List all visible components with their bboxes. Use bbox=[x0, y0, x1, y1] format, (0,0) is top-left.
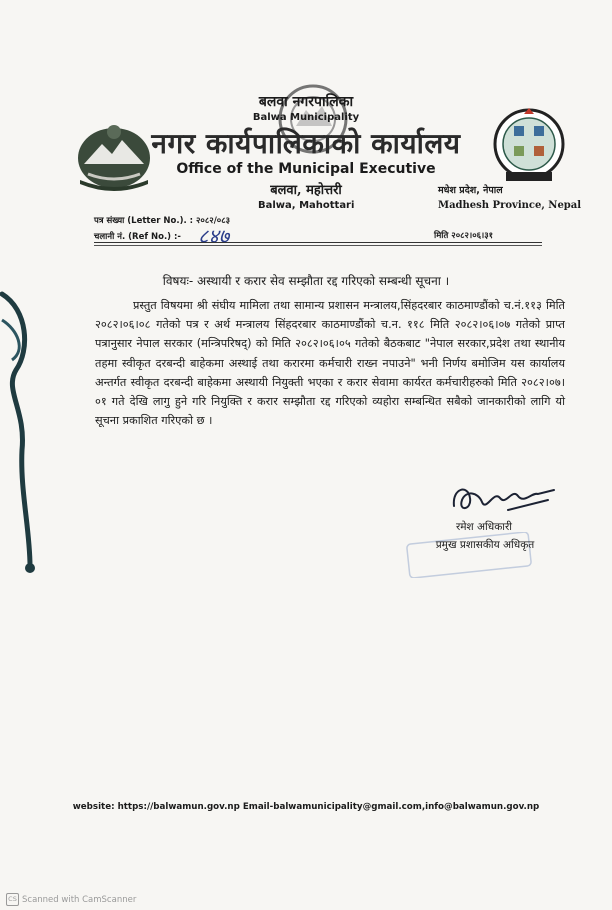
header-divider bbox=[94, 242, 542, 243]
reference-number-label: चलानी नं. (Ref No.) :- bbox=[94, 232, 181, 242]
municipality-name-nepali: बलवा नगरपालिका bbox=[258, 94, 354, 110]
place-nepali: बलवा, महोत्तरी bbox=[270, 183, 342, 198]
signatory-name: रमेश अधिकारी bbox=[455, 521, 513, 533]
camscanner-icon: CS bbox=[6, 893, 19, 906]
footer-contact: website: https://balwamun.gov.np Email-balwamunicipality@gmail.com,info@balwamun.gov.np bbox=[72, 802, 540, 812]
province-english: Madhesh Province, Nepal bbox=[438, 200, 582, 211]
reference-number-handwritten: ८४७ bbox=[198, 224, 230, 248]
letter-number: पत्र संख्या (Letter No.). : २०८२/०८३ bbox=[94, 216, 231, 226]
scanner-text: Scanned with CamScanner bbox=[22, 895, 137, 905]
notice-subject: विषयः- अस्थायी र करार सेव सम्झौता रद्द गरिएको सम्बन्धी सूचना । bbox=[162, 274, 450, 288]
header-divider-thin bbox=[94, 245, 542, 246]
province-nepali: मधेश प्रदेश, नेपाल bbox=[438, 185, 503, 196]
scanner-watermark bbox=[6, 893, 136, 906]
place-english: Balwa, Mahottari bbox=[258, 200, 355, 211]
office-title-nepali: नगर कार्यपालिकाको कार्यालय bbox=[151, 127, 461, 160]
signature-icon bbox=[448, 478, 558, 518]
office-title-english: Office of the Municipal Executive bbox=[176, 161, 436, 177]
notice-body: प्रस्तुत विषयमा श्री संघीय मामिला तथा सामान्य प्रशासन मन्त्रालय,सिंहदरबार काठमाण्डौंको च.नं.११३ मिति २०८२।०६।०८ गतेको पत्र र अर्थ मन्त्रालय सिंहदरबार काठमाण्डौंको च.न. ११८ मिति २०८२।०६।०७ गतेको प्राप्त पत्रानुसार नेपाल सरकार (मन्त्रिपरिषद्) को मिति २०८२।०६।०५ गतेको बैठकबाट "नेपाल सरकार,प्रदेश तथा स्थानीय तहमा स्वीकृत दरबन्दी बाहेकमा अस्थाई तथा करारमा कर्मचारी राख्न नपाउने" भनी निर्णय बमोजिम यस कार्यालय अन्तर्गत स्वीकृत दरबन्दी बाहेकमा अस्थायी नियुक्ती भएका र करार सेवामा कार्यरत कर्मचारीहरुको मिति २०८२।०७।०१ गते देखि लागु हुने गरि नियुक्ति र करार सम्झौता रद्द गरिएको व्यहोरा सम्बन्धित सबैको जानकारीको लागि यो सूचना प्रकाशित गरिएको छ । bbox=[95, 299, 565, 428]
binding-thread bbox=[0, 290, 40, 580]
letter-date: मिति २०८२।०६।३१ bbox=[434, 231, 494, 241]
municipality-name-english: Balwa Municipality bbox=[252, 112, 360, 123]
signatory-title: प्रमुख प्रशासकीय अधिकृत bbox=[435, 539, 535, 551]
